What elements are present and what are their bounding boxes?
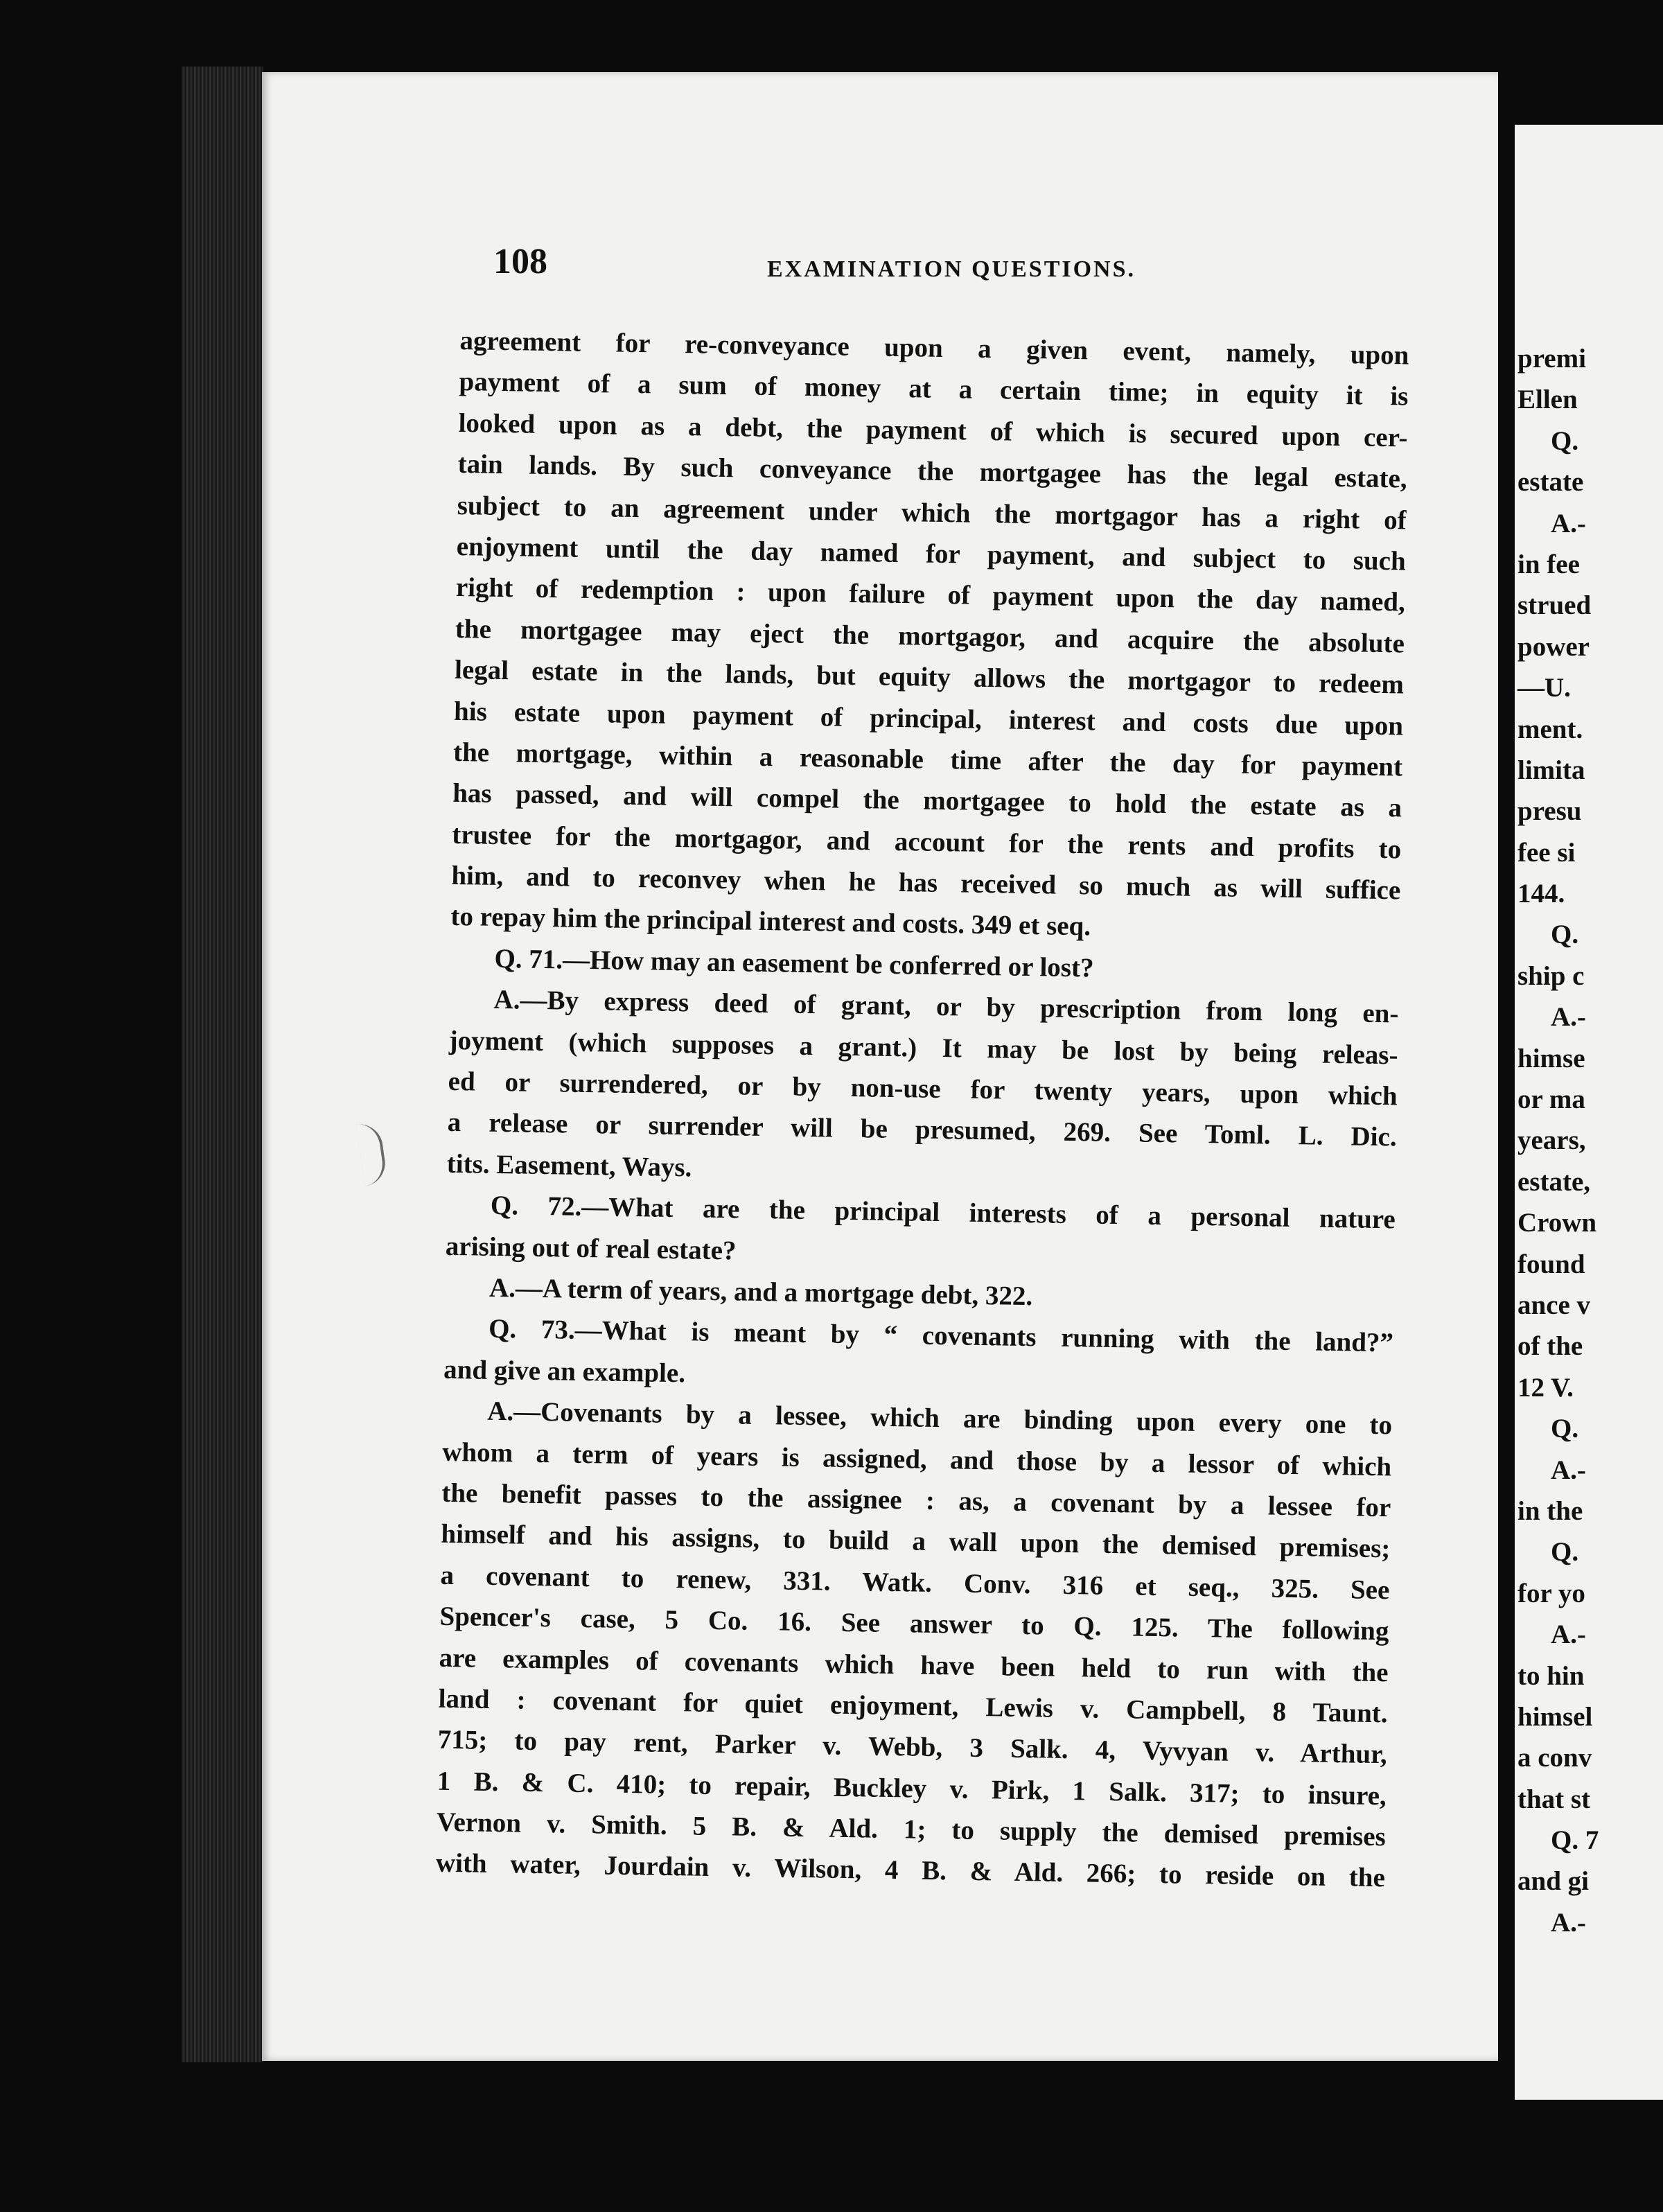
right-page-text [1517, 338, 1663, 1943]
text-line: the mortgagee may eject the mortgagor, and acquire the absolute [455, 613, 1405, 659]
text-line-fragment: fee si [1517, 837, 1576, 868]
text-line: himself and his assigns, to build a wall upon the demised premises; [441, 1519, 1391, 1564]
text-line-fragment: A.- [1551, 508, 1586, 538]
page-number: 108 [493, 242, 547, 281]
text-line-fragment: presu [1517, 796, 1582, 827]
text-line-fragment: ship c [1517, 960, 1585, 991]
text-line-fragment: himsel [1517, 1701, 1593, 1732]
text-line-fragment: Q. 7 [1551, 1825, 1599, 1856]
text-line: joyment (which supposes a grant.) It may be lost by being releas- [448, 1025, 1398, 1071]
text-line: land : covenant for quiet enjoyment, Lewis v. Campbell, 8 Taunt. [438, 1683, 1388, 1729]
text-line-fragment: years, [1517, 1125, 1586, 1156]
text-line: with water, Jourdain v. Wilson, 4 B. & Ald. 266; to reside on the [435, 1848, 1386, 1893]
text-line: A.—By express deed of grant, or by prescription from long en- [493, 985, 1399, 1029]
text-line-fragment: ment. [1517, 714, 1583, 744]
right-page [1515, 125, 1663, 2100]
text-line: Spencer's case, 5 Co. 16. See answer to Q. 125. The following [439, 1601, 1389, 1647]
text-line: right of redemption : upon failure of payment upon the day named, [455, 572, 1406, 617]
text-line-fragment: A.- [1551, 1907, 1586, 1938]
text-line-fragment: of the [1517, 1331, 1583, 1362]
text-line: looked upon as a debt, the payment of which is secured upon cer- [458, 407, 1408, 453]
text-line: Q. 71.—How may an easement be conferred or lost? [494, 943, 1094, 983]
text-line: to repay him the principal interest and costs. 349 et seq. [450, 902, 1091, 942]
text-line-fragment: estate [1517, 467, 1584, 498]
text-line: 715; to pay rent, Parker v. Webb, 3 Salk. 4, Vyvyan v. Arthur, [437, 1725, 1387, 1770]
text-line: whom a term of years is assigned, and those by a lessor of which [442, 1437, 1392, 1482]
text-line-fragment: A.- [1551, 1002, 1586, 1033]
text-line-fragment: in the [1517, 1495, 1583, 1526]
text-line-fragment: premi [1517, 344, 1586, 374]
text-line: the benefit passes to the assignee : as, a covenant by a lessee for [441, 1477, 1391, 1523]
text-line: tits. Easement, Ways. [446, 1148, 692, 1183]
text-line: agreement for re-conveyance upon a given event, namely, upon [459, 325, 1409, 371]
text-line-fragment: estate, [1517, 1166, 1591, 1197]
text-line-fragment: and gi [1517, 1866, 1589, 1897]
text-line-fragment: that st [1517, 1784, 1591, 1814]
text-line-fragment: Q. [1551, 1414, 1579, 1444]
text-line-fragment: in fee [1517, 549, 1580, 579]
text-line: payment of a sum of money at a certain time; in equity it is [459, 367, 1409, 412]
text-line: him, and to reconvey when he has received so much as will suffice [451, 860, 1401, 906]
text-line-fragment: strued [1517, 590, 1592, 621]
text-line-fragment: Q. [1551, 920, 1579, 950]
text-line: A.—A term of years, and a mortgage debt, 322. [489, 1272, 1033, 1312]
text-line-fragment: A.- [1551, 1620, 1586, 1650]
text-line: Vernon v. Smith. 5 B. & Ald. 1; to supply the demised premises [436, 1807, 1387, 1852]
running-head: EXAMINATION QUESTIONS. [767, 256, 1136, 282]
text-line-fragment: ance v [1517, 1290, 1591, 1320]
text-line: his estate upon payment of principal, interest and costs due upon [453, 696, 1404, 741]
text-line-fragment: Q. [1551, 425, 1579, 456]
text-line: the mortgage, within a reasonable time after the day for payment [452, 737, 1403, 782]
text-line-fragment: or ma [1517, 1085, 1585, 1115]
text-line: has passed, and will compel the mortgagee to hold the estate as a [452, 778, 1402, 823]
text-line: A.—Covenants by a lessee, which are binding upon every one to [486, 1396, 1393, 1441]
text-line: and give an example. [443, 1354, 686, 1389]
text-line-fragment: found [1517, 1249, 1585, 1279]
text-line: enjoyment until the day named for payment, and subject to such [456, 531, 1407, 577]
text-line-fragment: 12 V. [1517, 1372, 1574, 1403]
text-line: Q. 73.—What is meant by “ covenants running with the land?” [488, 1314, 1394, 1358]
text-line: arising out of real estate? [445, 1231, 737, 1266]
left-page-text [436, 320, 1409, 1899]
text-line-fragment: Crown [1517, 1208, 1597, 1238]
text-line-fragment: a conv [1517, 1743, 1592, 1773]
text-line: 1 B. & C. 410; to repair, Buckley v. Pirk, 1 Salk. 317; to insure, [437, 1766, 1387, 1811]
text-line: Q. 72.—What are the principal interests of a personal nature [490, 1191, 1396, 1235]
text-line: a covenant to renew, 331. Watk. Conv. 316 et seq., 325. See [440, 1560, 1390, 1606]
page-header [493, 241, 1408, 297]
text-line-fragment: 144. [1517, 879, 1565, 909]
text-line: a release or surrender will be presumed, 269. See Toml. L. Dic. [447, 1107, 1397, 1152]
page-edges [182, 67, 263, 2062]
text-line: are examples of covenants which have been held to run with the [439, 1642, 1389, 1687]
text-line-fragment: power [1517, 631, 1590, 662]
text-line: subject to an agreement under which the mortgagor has a right of [457, 490, 1407, 536]
text-line-fragment: himse [1517, 1043, 1585, 1073]
text-line: legal estate in the lands, but equity allows the mortgagor to redeem [454, 655, 1405, 700]
text-line: tain lands. By such conveyance the mortgagee has the legal estate, [457, 449, 1407, 494]
text-line-fragment: limita [1517, 755, 1585, 785]
text-line-fragment: to hin [1517, 1660, 1585, 1691]
text-line-fragment: —U. [1517, 673, 1571, 703]
text-line-fragment: A.- [1551, 1455, 1586, 1485]
text-line-fragment: Q. [1551, 1537, 1579, 1568]
text-line: trustee for the mortgagor, and account for the rents and profits to [452, 819, 1402, 865]
text-line-fragment: Ellen [1517, 385, 1578, 415]
text-line-fragment: for yo [1517, 1578, 1585, 1608]
text-line: ed or surrendered, or by non-use for twenty years, upon which [448, 1066, 1398, 1112]
